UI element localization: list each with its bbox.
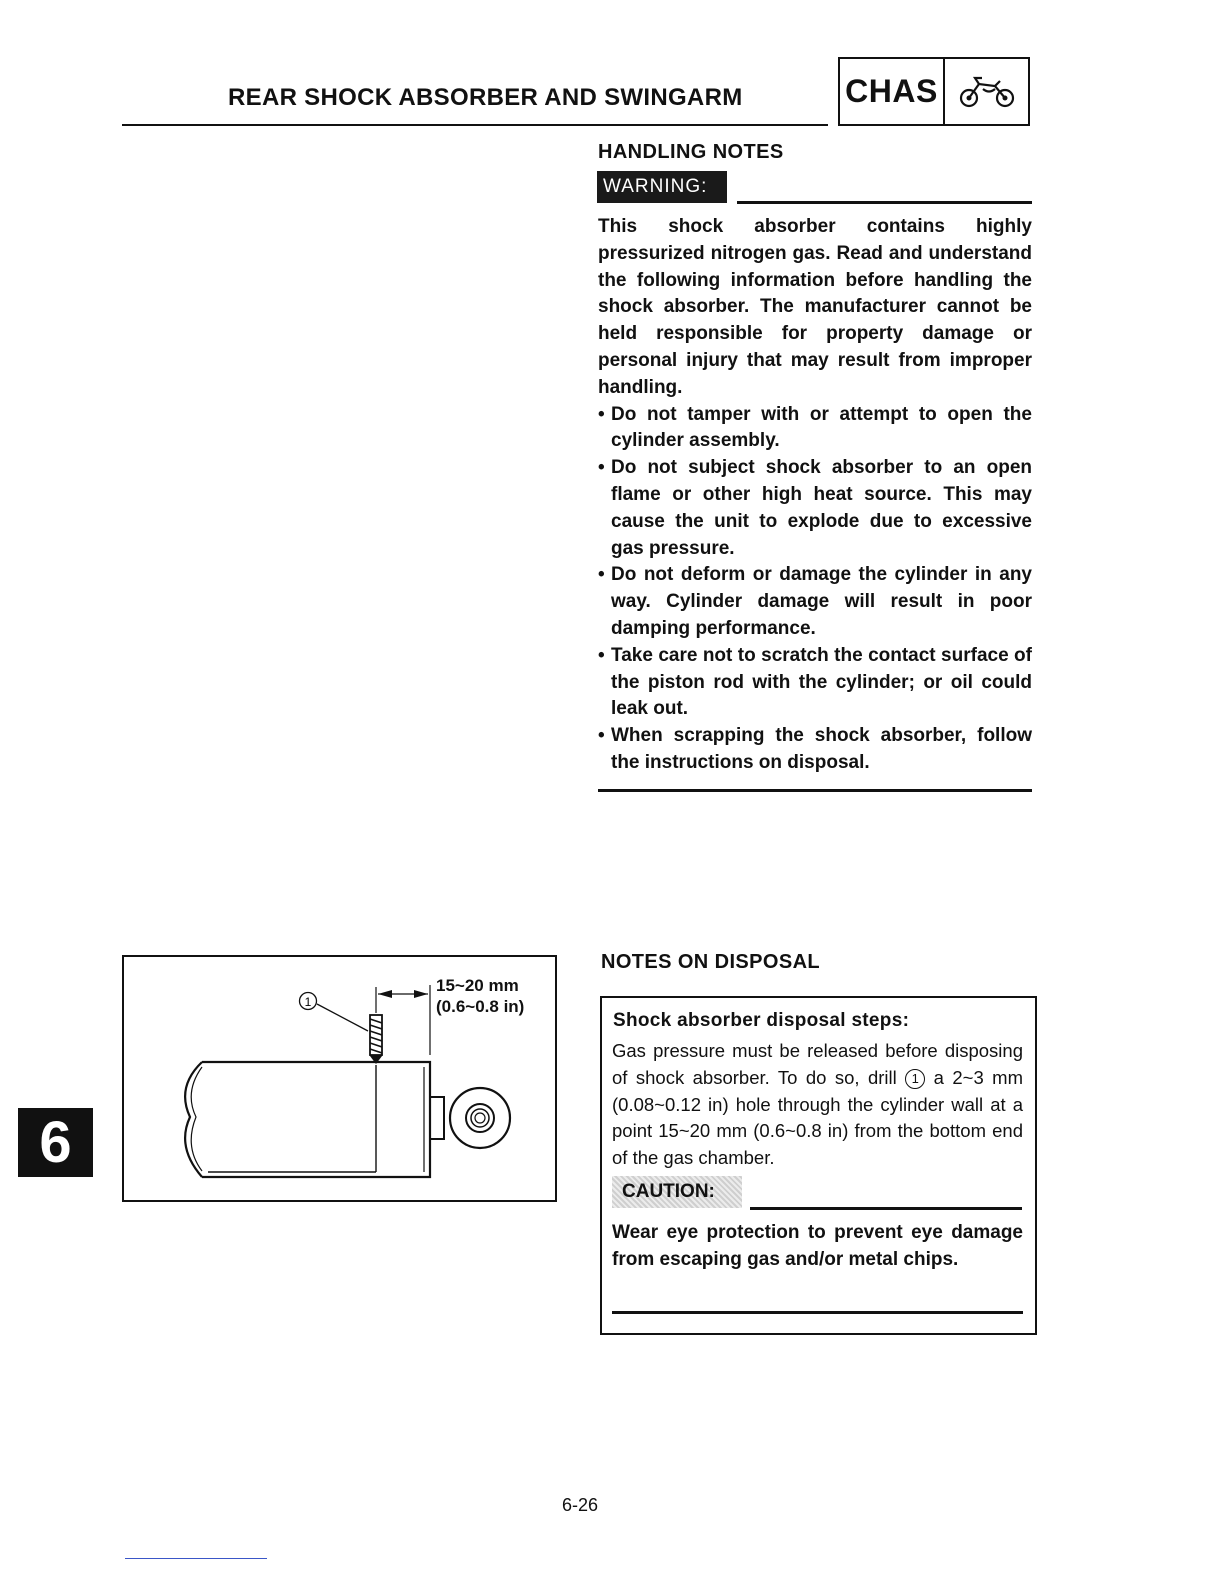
list-item: • Do not subject shock absorber to an open flame or other high heat source. This may cause the unit to explode due to excessive gas pressure.: [598, 455, 1032, 562]
disposal-text-after: a 2~3 mm (0.08~0.12 in) hole through the cylinder wall at a point 15~20 mm (0.6~0.8 in) from the bottom end of the gas chamber.: [612, 1066, 1023, 1169]
svg-text:1: 1: [304, 995, 312, 1009]
header-rule: [122, 124, 828, 126]
section-indicator: [838, 57, 1030, 126]
dimension-label: [436, 975, 524, 1017]
motorcycle-icon: [945, 59, 1028, 124]
warning-body: [598, 214, 1032, 777]
list-item: • Take care not to scratch the contact surface of the piston rod with the cylinder; or oil could leak out.: [598, 643, 1032, 723]
list-item: • Do not deform or damage the cylinder in any way. Cylinder damage will result in poor damping performance.: [598, 562, 1032, 642]
callout-marker: 1: [905, 1069, 925, 1089]
disposal-heading: NOTES ON DISPOSAL: [601, 951, 821, 973]
disposal-box-title: Shock absorber disposal steps:: [613, 1010, 910, 1031]
caution-rule: [750, 1207, 1022, 1210]
footer-underline: [125, 1558, 267, 1559]
caution-end-rule: [612, 1311, 1023, 1314]
warning-end-rule: [598, 789, 1032, 792]
caution-text: Wear eye protection to prevent eye damage from escaping gas and/or metal chips.: [612, 1222, 1023, 1270]
disposal-text-before: Gas pressure must be released before disposing of shock absorber. To do so, drill: [612, 1040, 1023, 1088]
disposal-instructions: [612, 1038, 1023, 1172]
handling-notes-heading: HANDLING NOTES: [598, 141, 784, 163]
section-code: CHAS: [840, 59, 945, 124]
chapter-tab: 6: [18, 1108, 93, 1177]
list-item: • When scrapping the shock absorber, follow the instructions on disposal.: [598, 723, 1032, 777]
warning-bullet-list: [598, 402, 1032, 777]
dimension-mm: 15~20 mm: [436, 976, 519, 995]
caution-badge: CAUTION:: [612, 1176, 742, 1208]
warning-rule: [737, 201, 1032, 204]
warning-intro: This shock absorber contains highly pressurized nitrogen gas. Read and understand the following information before handling the shock absorber. The manufacturer cannot be held responsible for property damage or personal injury that may result from improper handling.: [598, 216, 1032, 398]
dimension-in: (0.6~0.8 in): [436, 997, 525, 1016]
page-number: 6-26: [562, 1495, 599, 1515]
page-title: REAR SHOCK ABSORBER AND SWINGARM: [228, 84, 743, 111]
list-item: • Do not tamper with or attempt to open the cylinder assembly.: [598, 402, 1032, 456]
warning-badge: WARNING:: [597, 171, 727, 203]
